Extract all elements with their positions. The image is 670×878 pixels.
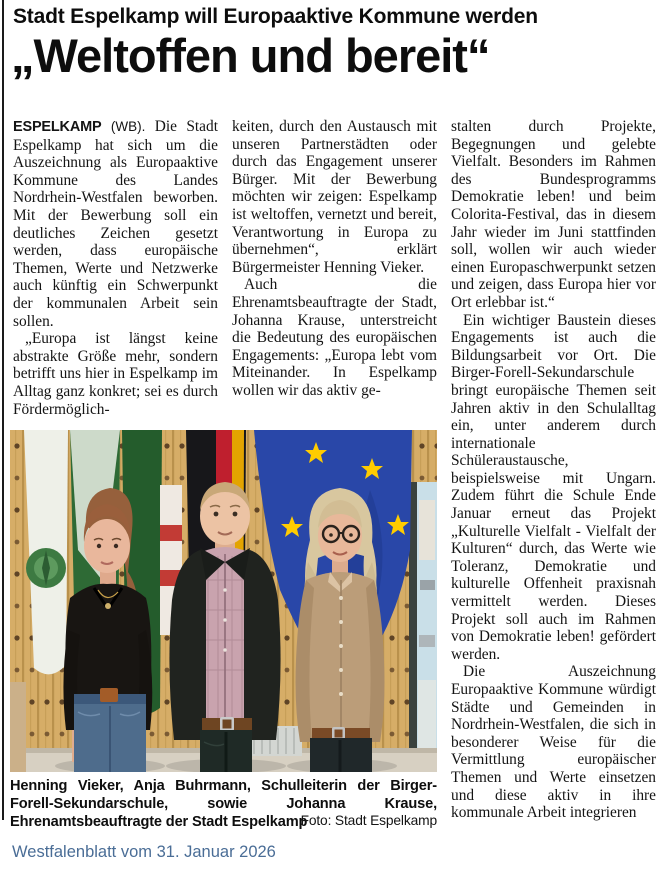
dateline-location: ESPELKAMP	[13, 119, 102, 135]
paragraph: keiten, durch den Austausch mit unseren Partnerstädten oder durch das Engagement unserer Bürger. Mit der Bewerbung möchten wir zeigen: Espelkamp ist weltoffen, vernetzt und bereit, Verantwortung in Europa zu übernehmen“, erklärt Bürgermeister Henning Vieker.	[232, 118, 437, 276]
paragraph: stalten durch Projekte, Begegnungen und gelebte Vielfalt. Besonders im Rahmen des Bundesprogramms Demokratie leben! und beim Colorita-Festival, das in diesem Jahr wieder im Juni stattfinden soll, wollen wir auch wieder einen Europaschwerpunkt setzen und zeigen, dass Europa hier vor Ort erlebbar ist.“	[451, 118, 656, 311]
article-photo	[10, 430, 437, 772]
text-column-2	[232, 118, 437, 426]
photo-caption	[10, 777, 437, 831]
caption-text: Henning Vieker, Anja Buhrmann, Schulleiterin der Birger-Forell-Sekundarschule, sowie Johanna Krause, Ehrenamtsbeauftragte der Stadt Espelkamp	[10, 778, 437, 830]
paragraph	[13, 118, 218, 330]
paragraph: „Europa ist längst keine abstrakte Größe mehr, sondern betrifft uns hier in Espelkamp im Alltag ganz konkret; sei es durch Fördermöglich-	[13, 330, 218, 418]
window	[409, 482, 437, 772]
photo-illustration	[10, 430, 437, 772]
dateline-agency: (WB).	[110, 119, 146, 134]
main-headline: „Weltoffen und bereit“	[11, 29, 490, 82]
left-column-rule	[2, 0, 4, 820]
source-line[interactable]: Westfalenblatt vom 31. Januar 2026	[12, 843, 276, 861]
paragraph: Auch die Ehrenamtsbeauftragte der Stadt, Johanna Krause, unterstreicht die Bedeutung des europäischen Engagements: „Europa lebt vom Miteinander. In Espelkamp wollen wir das aktiv ge-	[232, 276, 437, 399]
side-table	[10, 682, 26, 772]
paragraph-text: Die Stadt Espelkamp hat sich um die Auszeichnung als Europaaktive Kommune des Landes Nordrhein-Westfalen beworben. Mit der Bewerbung soll ein deutliches Zeichen gesetzt werden, dass europäische Themen, Werte und Netzwerke auch künftig ein Schwerpunkt der kommunalen Arbeit sein sollen.	[13, 118, 218, 330]
kicker-headline: Stadt Espelkamp will Europaaktive Kommune werden	[13, 5, 538, 28]
text-column-1	[13, 118, 218, 426]
text-column-3	[451, 118, 656, 822]
photo-credit: Foto: Stadt Espelkamp	[300, 813, 437, 828]
paragraph: Die Auszeichnung Europaaktive Kommune würdigt Städte und Gemeinden in Nordrhein-Westfalen, die sich in besonderer Weise für die Vermittlung europäischer Themen und Werte einsetzen und diese aktiv in ihre kommunale Arbeit integrieren	[451, 663, 656, 822]
paragraph: Ein wichtiger Baustein dieses Engagements ist auch die Bildungsarbeit vor Ort. Die Birger-Forell-Sekundarschule bringt europäische Themen seit Jahren aktiv in den Schulalltag ein, unter anderem durch internationale Schüleraustausche, beispielsweise mit Ungarn. Zudem führt die Schule Ende Januar erneut das Projekt „Kulturelle Vielfalt - Vielfalt der Kulturen“ durch, das Werte wie Toleranz, Demokratie und kulturelle Offenheit praxisnah vermittelt werden. Dieses Projekt soll auch im Rahmen von Demokratie leben! gefördert werden.	[451, 311, 656, 663]
